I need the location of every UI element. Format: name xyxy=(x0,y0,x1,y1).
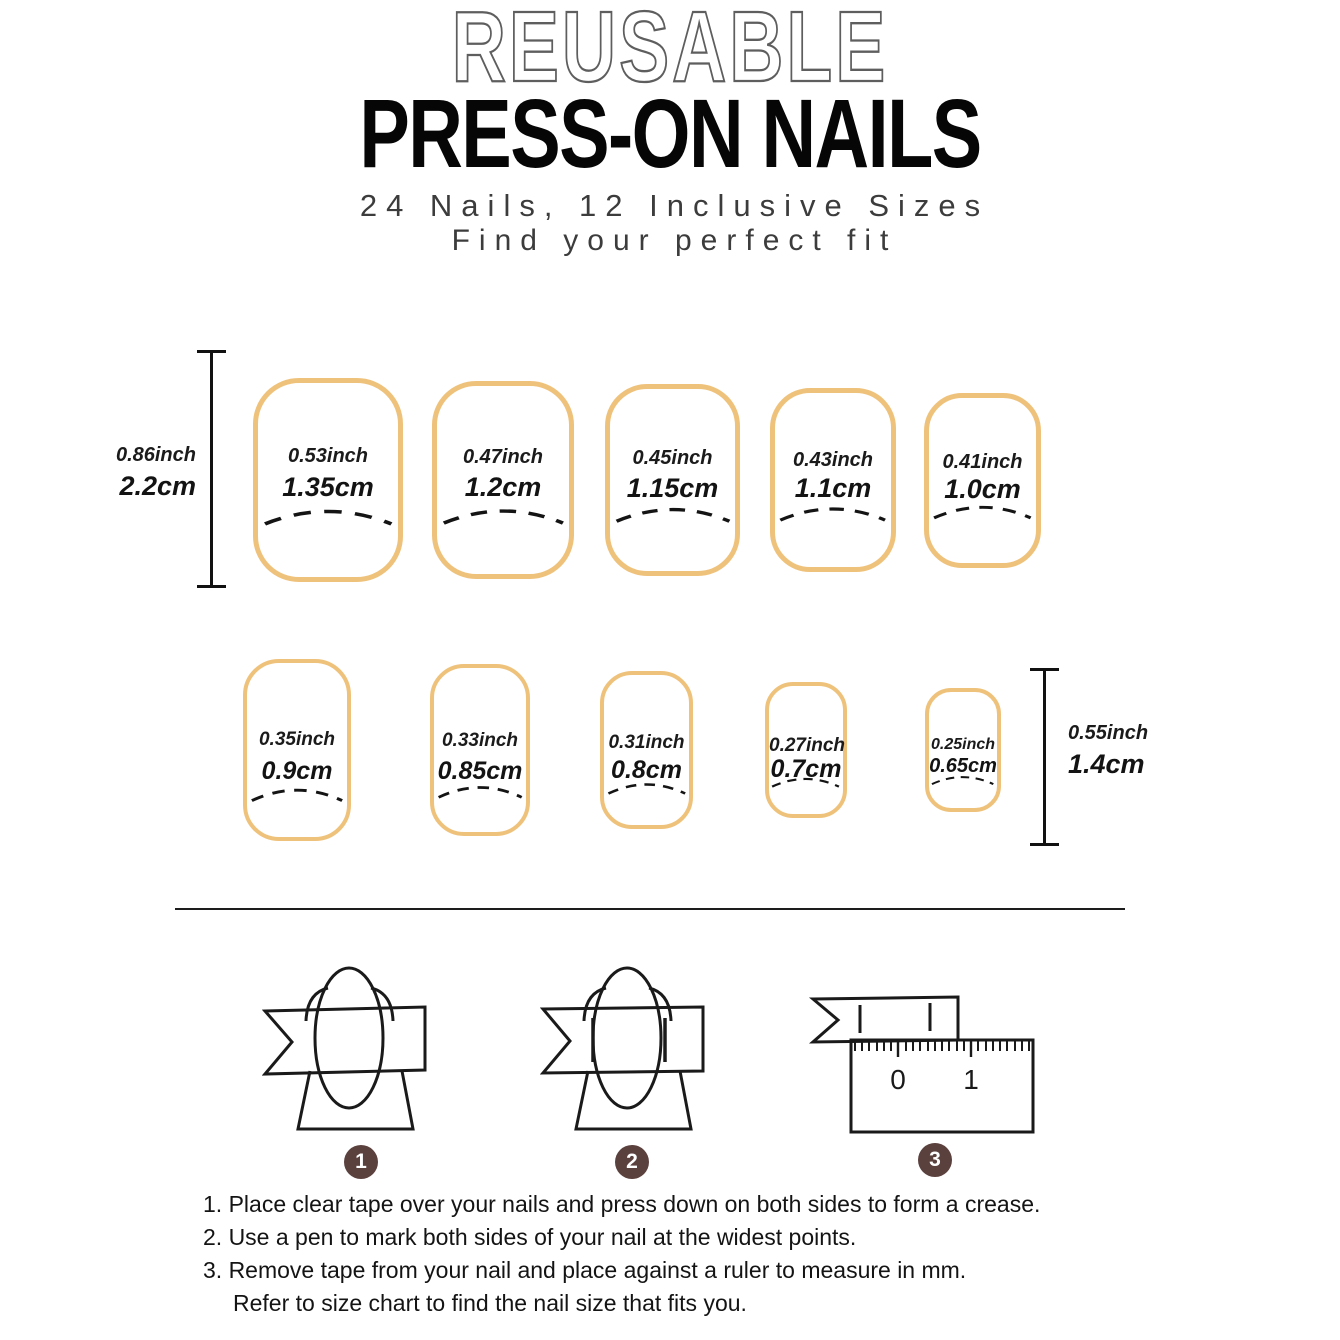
nail-size-7 xyxy=(430,664,530,836)
instruction-line-3: 3. Remove tape from your nail and place against a ruler to measure in mm. xyxy=(203,1257,967,1283)
nail-size-3 xyxy=(605,384,740,576)
section-divider xyxy=(175,908,1125,910)
measure-cm: 2.2cm xyxy=(119,471,196,501)
nail-cm-label: 1.35cm xyxy=(282,472,374,503)
instruction-line-1: 1. Place clear tape over your nails and press down on both sides to form a crease. xyxy=(203,1191,1041,1217)
nail-cm-label: 1.1cm xyxy=(794,473,872,504)
nail-inch-label: 0.35inch xyxy=(258,729,336,751)
nail-cm-label: 0.65cm xyxy=(929,754,997,777)
smile-line xyxy=(930,769,995,786)
height-measure-label-row1 xyxy=(90,444,196,502)
nail-size-10 xyxy=(925,688,1001,812)
step-badge-1: 1 xyxy=(344,1145,378,1179)
smile-line xyxy=(440,497,567,527)
instruction-line-2: 2. Use a pen to mark both sides of your nail at the widest points. xyxy=(203,1224,857,1250)
page-title: PRESS-ON NAILS xyxy=(359,79,981,188)
nail-cm-label: 1.15cm xyxy=(626,472,719,503)
smile-line xyxy=(436,776,524,801)
step-badge-2: 2 xyxy=(615,1145,649,1179)
nail-inch-label: 0.25inch xyxy=(930,736,996,754)
nail-inch-label: 0.33inch xyxy=(441,730,519,752)
ruler-diagram xyxy=(808,987,1038,1137)
nail-size-2 xyxy=(432,381,574,579)
nail-cm-label: 0.9cm xyxy=(261,756,333,785)
nail-cm-label: 1.2cm xyxy=(464,472,542,503)
height-measure-label-row2 xyxy=(1068,722,1198,780)
smile-line xyxy=(777,496,888,524)
nail-size-5 xyxy=(924,393,1041,568)
measure-cm: 1.4cm xyxy=(1068,749,1145,779)
nail-size-9 xyxy=(765,682,847,818)
instructions-list xyxy=(203,1188,1203,1320)
nail-size-6 xyxy=(243,659,351,841)
smile-line xyxy=(931,495,1034,521)
nail-size-4 xyxy=(770,388,896,572)
smile-line xyxy=(770,770,841,789)
nail-size-8 xyxy=(600,671,693,829)
step-badge-3: 3 xyxy=(918,1143,952,1177)
measure-inch: 0.55inch xyxy=(1068,722,1149,744)
nail-inch-label: 0.41inch xyxy=(942,450,1023,473)
finger-tape-diagram xyxy=(262,963,437,1138)
finger-marked-diagram xyxy=(540,963,715,1138)
measure-inch: 0.86inch xyxy=(115,444,196,466)
nail-inch-label: 0.43inch xyxy=(792,448,874,471)
smile-line xyxy=(261,497,395,528)
height-measure-bar-row2 xyxy=(1043,668,1046,846)
nail-inch-label: 0.45inch xyxy=(632,447,713,470)
nail-size-1 xyxy=(253,378,403,582)
ruler-number-1: 1 xyxy=(963,1064,979,1095)
subtitle-tagline: Find your perfect fit xyxy=(451,224,898,257)
nail-inch-label: 0.53inch xyxy=(287,445,369,468)
smile-line xyxy=(613,496,733,525)
nail-cm-label: 0.8cm xyxy=(611,756,682,784)
height-measure-bar-row1 xyxy=(210,350,213,588)
instruction-line-4: Refer to size chart to find the nail size that fits you. xyxy=(233,1290,747,1316)
smile-line xyxy=(606,774,688,797)
title-outline: REUSABLE xyxy=(451,0,889,103)
nail-cm-label: 1.0cm xyxy=(944,473,1021,504)
nail-inch-label: 0.27inch xyxy=(769,734,846,756)
subtitle-count: 24 Nails, 12 Inclusive Sizes xyxy=(359,188,990,223)
ruler-number-0: 0 xyxy=(890,1064,906,1095)
smile-line xyxy=(249,778,345,804)
nail-inch-label: 0.31inch xyxy=(608,732,685,753)
nail-inch-label: 0.47inch xyxy=(462,446,544,469)
nail-cm-label: 0.85cm xyxy=(437,756,523,785)
nail-cm-label: 0.7cm xyxy=(770,755,842,784)
